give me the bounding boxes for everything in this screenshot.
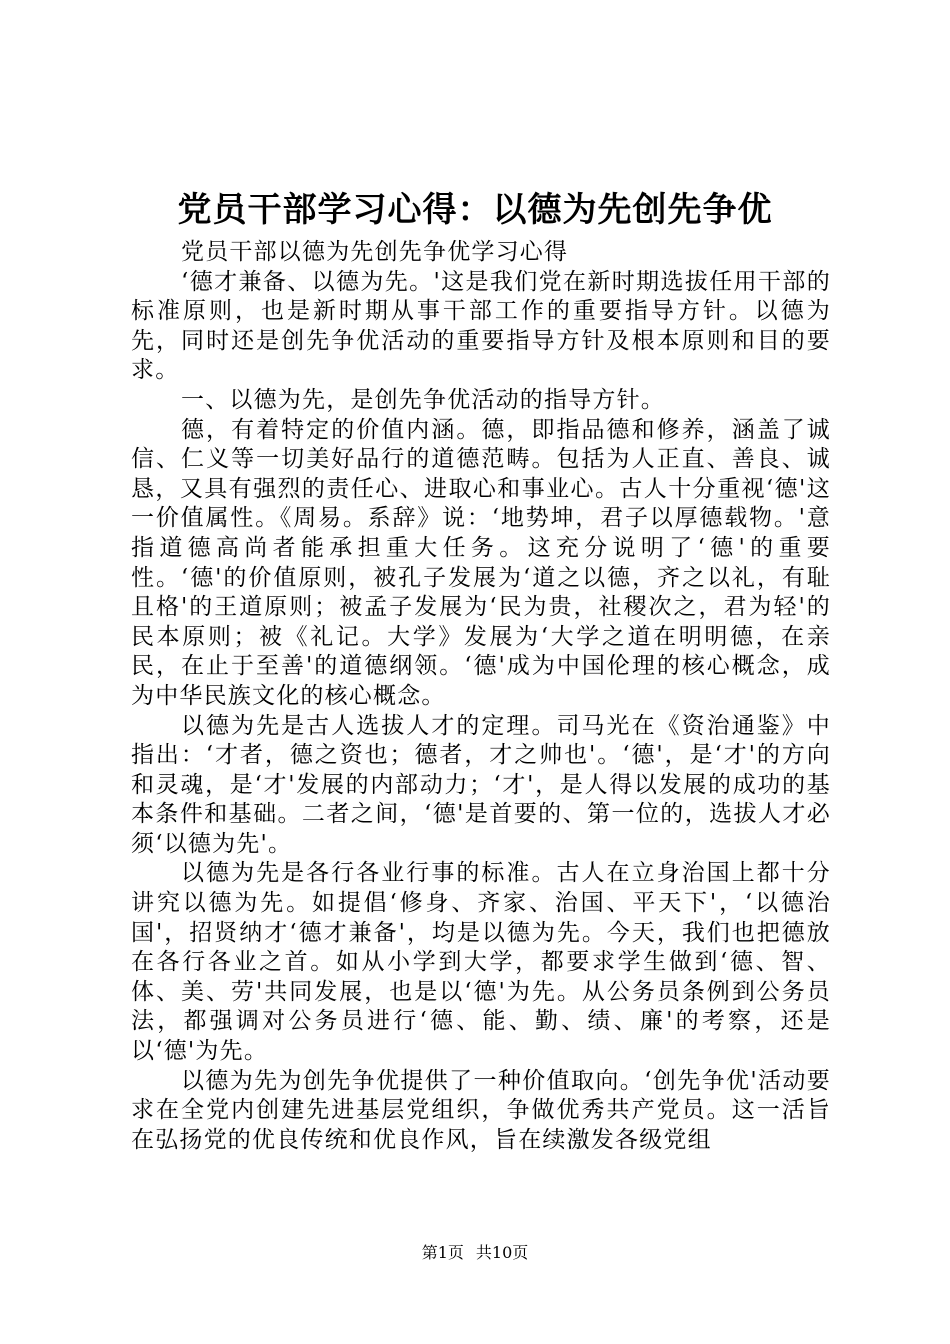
page-footer (0, 1243, 950, 1263)
paragraph: 德，有着特定的价值内涵。德，即指品德和修养，涵盖了诚信、仁义等一切美好品行的道德范畴。包括为人正直、善良、诚恳，又具有强烈的责任心、进取心和事业心。古人十分重视‘德'这一价值属性。《周易。系辞》说：‘地势坤，君子以厚德载物。'意指道德高尚者能承担重大任务。这充分说明了‘德'的重要性。‘德'的价值原则，被孔子发展为‘道之以德，齐之以礼，有耻且格'的王道原则；被孟子发展为‘民为贵，社稷次之，君为轻'的民本原则；被《礼记。大学》发展为‘大学之道在明明德，在亲民，在止于至善'的道德纲领。‘德'成为中国伦理的核心概念，成为中华民族文化的核心概念。 (131, 416, 831, 709)
paragraph: 以德为先为创先争优提供了一种价值取向。‘创先争优'活动要求在全党内创建先进基层党组织，争做优秀共产党员。这一活旨在弘扬党的优良传统和优良作风，旨在续激发各级党组 (131, 1067, 831, 1153)
paragraph-subtitle: 党员干部以德为先创先争优学习心得 (181, 239, 569, 265)
document-body (131, 238, 831, 1155)
paragraph: 以德为先是各行各业行事的标准。古人在立身治国上都十分讲究以德为先。如提倡‘修身、齐家、治国、平天下'，‘以德治国'，招贤纳才‘德才兼备'，均是以德为先。今天，我们也把德放在各行各业之首。如从小学到大学，都要求学生做到‘德、智、体、美、劳'共同发展，也是以‘德'为先。从公务员条例到公务员法，都强调对公务员进行‘德、能、勤、绩、廉'的考察，还是以‘德'为先。 (131, 860, 831, 1065)
paragraph: ‘德才兼备、以德为先。'这是我们党在新时期选拔任用干部的标准原则，也是新时期从事干部工作的重要指导方针。以德为先，同时还是创先争优活动的重要指导方针及根本原则和目的要求。 (131, 268, 831, 384)
document-title: 党员干部学习心得：以德为先创先争优 (177, 190, 773, 230)
section-heading: 一、以德为先，是创先争优活动的指导方针。 (181, 386, 665, 413)
page-number: 第1页 (421, 1243, 464, 1262)
paragraph: 以德为先是古人选拔人才的定理。司马光在《资治通鉴》中指出：‘才者，德之资也；德者，才之帅也'。‘德'，是‘才'的方向和灵魂，是‘才'发展的内部动力；‘才'，是人得以发展的成功的基本条件和基础。二者之间，‘德'是首要的、第一位的，选拔人才必须‘以德为先'。 (131, 712, 831, 857)
page-total: 共10页 (475, 1243, 529, 1262)
